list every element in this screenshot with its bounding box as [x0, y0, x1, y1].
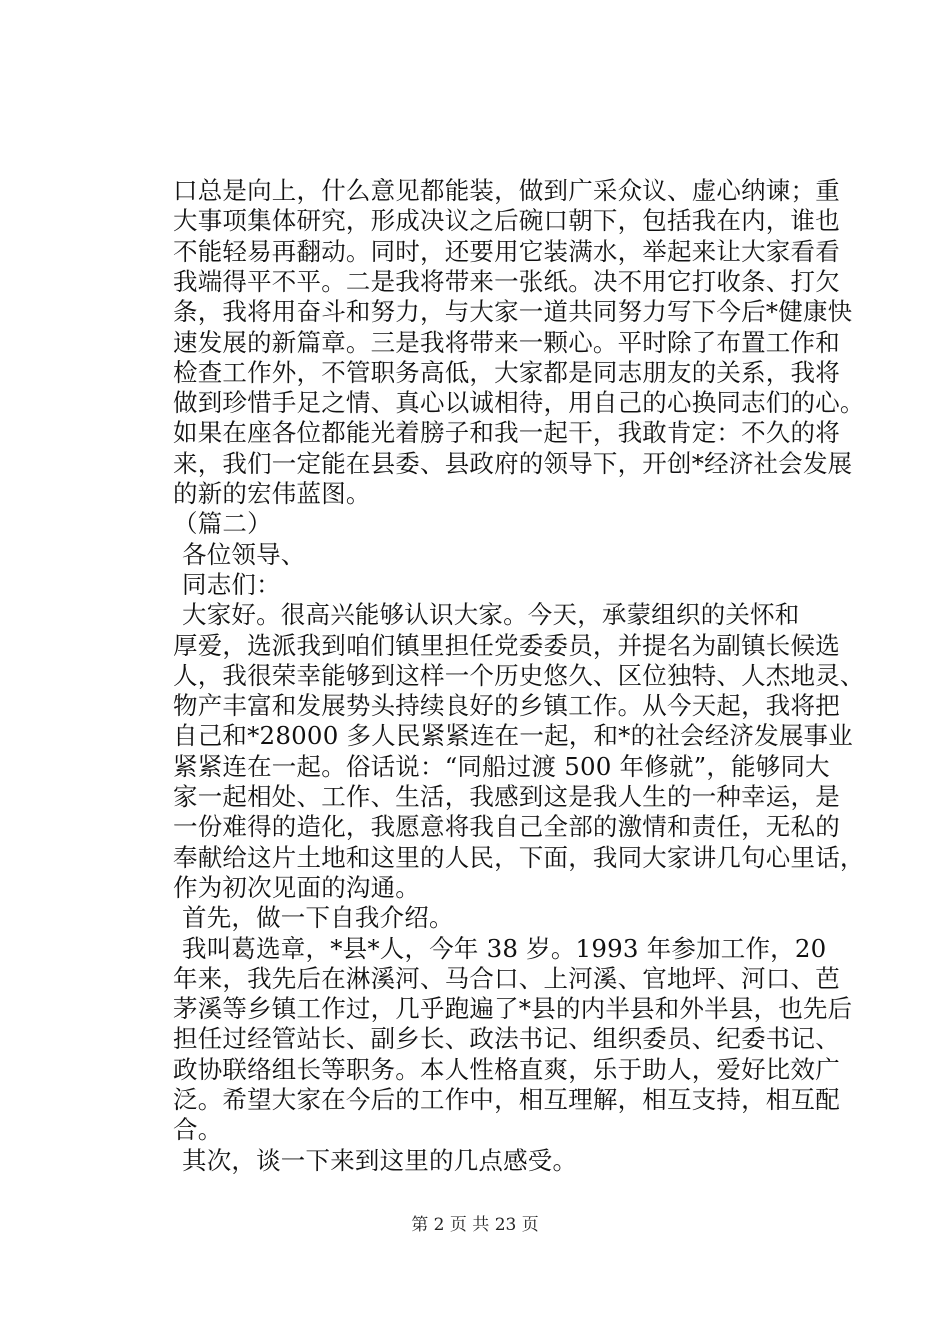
paragraph-line: 首先，做一下自我介绍。	[182, 903, 454, 933]
page-footer: 第 2 页 共 23 页	[411, 1215, 539, 1235]
paragraph-line: 速发展的新篇章。三是我将带来一颗心。平时除了布置工作和	[173, 327, 840, 357]
paragraph-line: 人，我很荣幸能够到这样一个历史悠久、区位独特、人杰地灵、	[173, 660, 865, 690]
paragraph-line: 作为初次见面的沟通。	[173, 872, 420, 902]
paragraph-line: 一份难得的造化，我愿意将我自己全部的激情和责任，无私的	[173, 812, 840, 842]
paragraph-line: 自己和*28000 多人民紧紧连在一起，和*的社会经济发展事业	[173, 721, 853, 751]
paragraph-line: 紧紧连在一起。俗话说：“同船过渡 500 年修就”，能够同大	[173, 751, 830, 781]
paragraph-line: 大事项集体研究，形成决议之后碗口朝下，包括我在内，谁也	[173, 206, 840, 236]
paragraph-line: 检查工作外，不管职务高低，大家都是同志朋友的关系，我将	[173, 357, 840, 387]
salutation-line: 同志们：	[182, 569, 281, 599]
paragraph-line: 物产丰富和发展势头持续良好的乡镇工作。从今天起，我将把	[173, 691, 840, 721]
paragraph-line: 奉献给这片土地和这里的人民，下面，我同大家讲几句心里话，	[173, 842, 865, 872]
paragraph-line: 的新的宏伟蓝图。	[173, 479, 371, 508]
salutation-line: 各位领导、	[182, 539, 306, 569]
paragraph-line: 如果在座各位都能光着膀子和我一起干，我敢肯定：不久的将	[173, 418, 840, 448]
paragraph-line: 不能轻易再翻动。同时，还要用它装满水，举起来让大家看看	[173, 236, 840, 266]
paragraph-line: 政协联络组长等职务。本人性格直爽，乐于助人，爱好比效广	[173, 1054, 840, 1084]
paragraph-line: 合。	[173, 1115, 223, 1145]
paragraph-line: 厚爱，选派我到咱们镇里担任党委委员，并提名为副镇长候选	[173, 630, 840, 660]
paragraph-line: 口总是向上，什么意见都能装，做到广采众议、虚心纳谏；重	[173, 176, 840, 205]
paragraph-line: 条，我将用奋斗和努力，与大家一道共同努力写下今后*健康快	[173, 297, 853, 327]
paragraph-line: 做到珍惜手足之情、真心以诚相待，用自己的心换同志们的心。	[173, 388, 865, 418]
paragraph-line: 泛。希望大家在今后的工作中，相互理解，相互支持，相互配	[173, 1085, 840, 1114]
paragraph-line: 大家好。很高兴能够认识大家。今天，承蒙组织的关怀和	[182, 600, 800, 630]
paragraph-line: 其次，谈一下来到这里的几点感受。	[182, 1145, 578, 1175]
paragraph-line: 我叫葛选章，*县*人，今年 38 岁。1993 年参加工作，20	[182, 933, 827, 963]
paragraph-line: 年来，我先后在淋溪河、马合口、上河溪、官地坪、河口、芭	[173, 963, 840, 993]
paragraph-line: 我端得平不平。二是我将带来一张纸。决不用它打收条、打欠	[173, 266, 840, 296]
paragraph-line: 担任过经管站长、副乡长、政法书记、组织委员、纪委书记、	[173, 1024, 840, 1054]
paragraph-line: 家一起相处、工作、生活，我感到这是我人生的一种幸运，是	[173, 782, 840, 811]
paragraph-line: 茅溪等乡镇工作过，几乎跑遍了*县的内半县和外半县，也先后	[173, 994, 853, 1024]
paragraph-line: 来，我们一定能在县委、县政府的领导下，开创*经济社会发展	[173, 448, 853, 478]
section-heading: （篇二）	[173, 509, 272, 539]
